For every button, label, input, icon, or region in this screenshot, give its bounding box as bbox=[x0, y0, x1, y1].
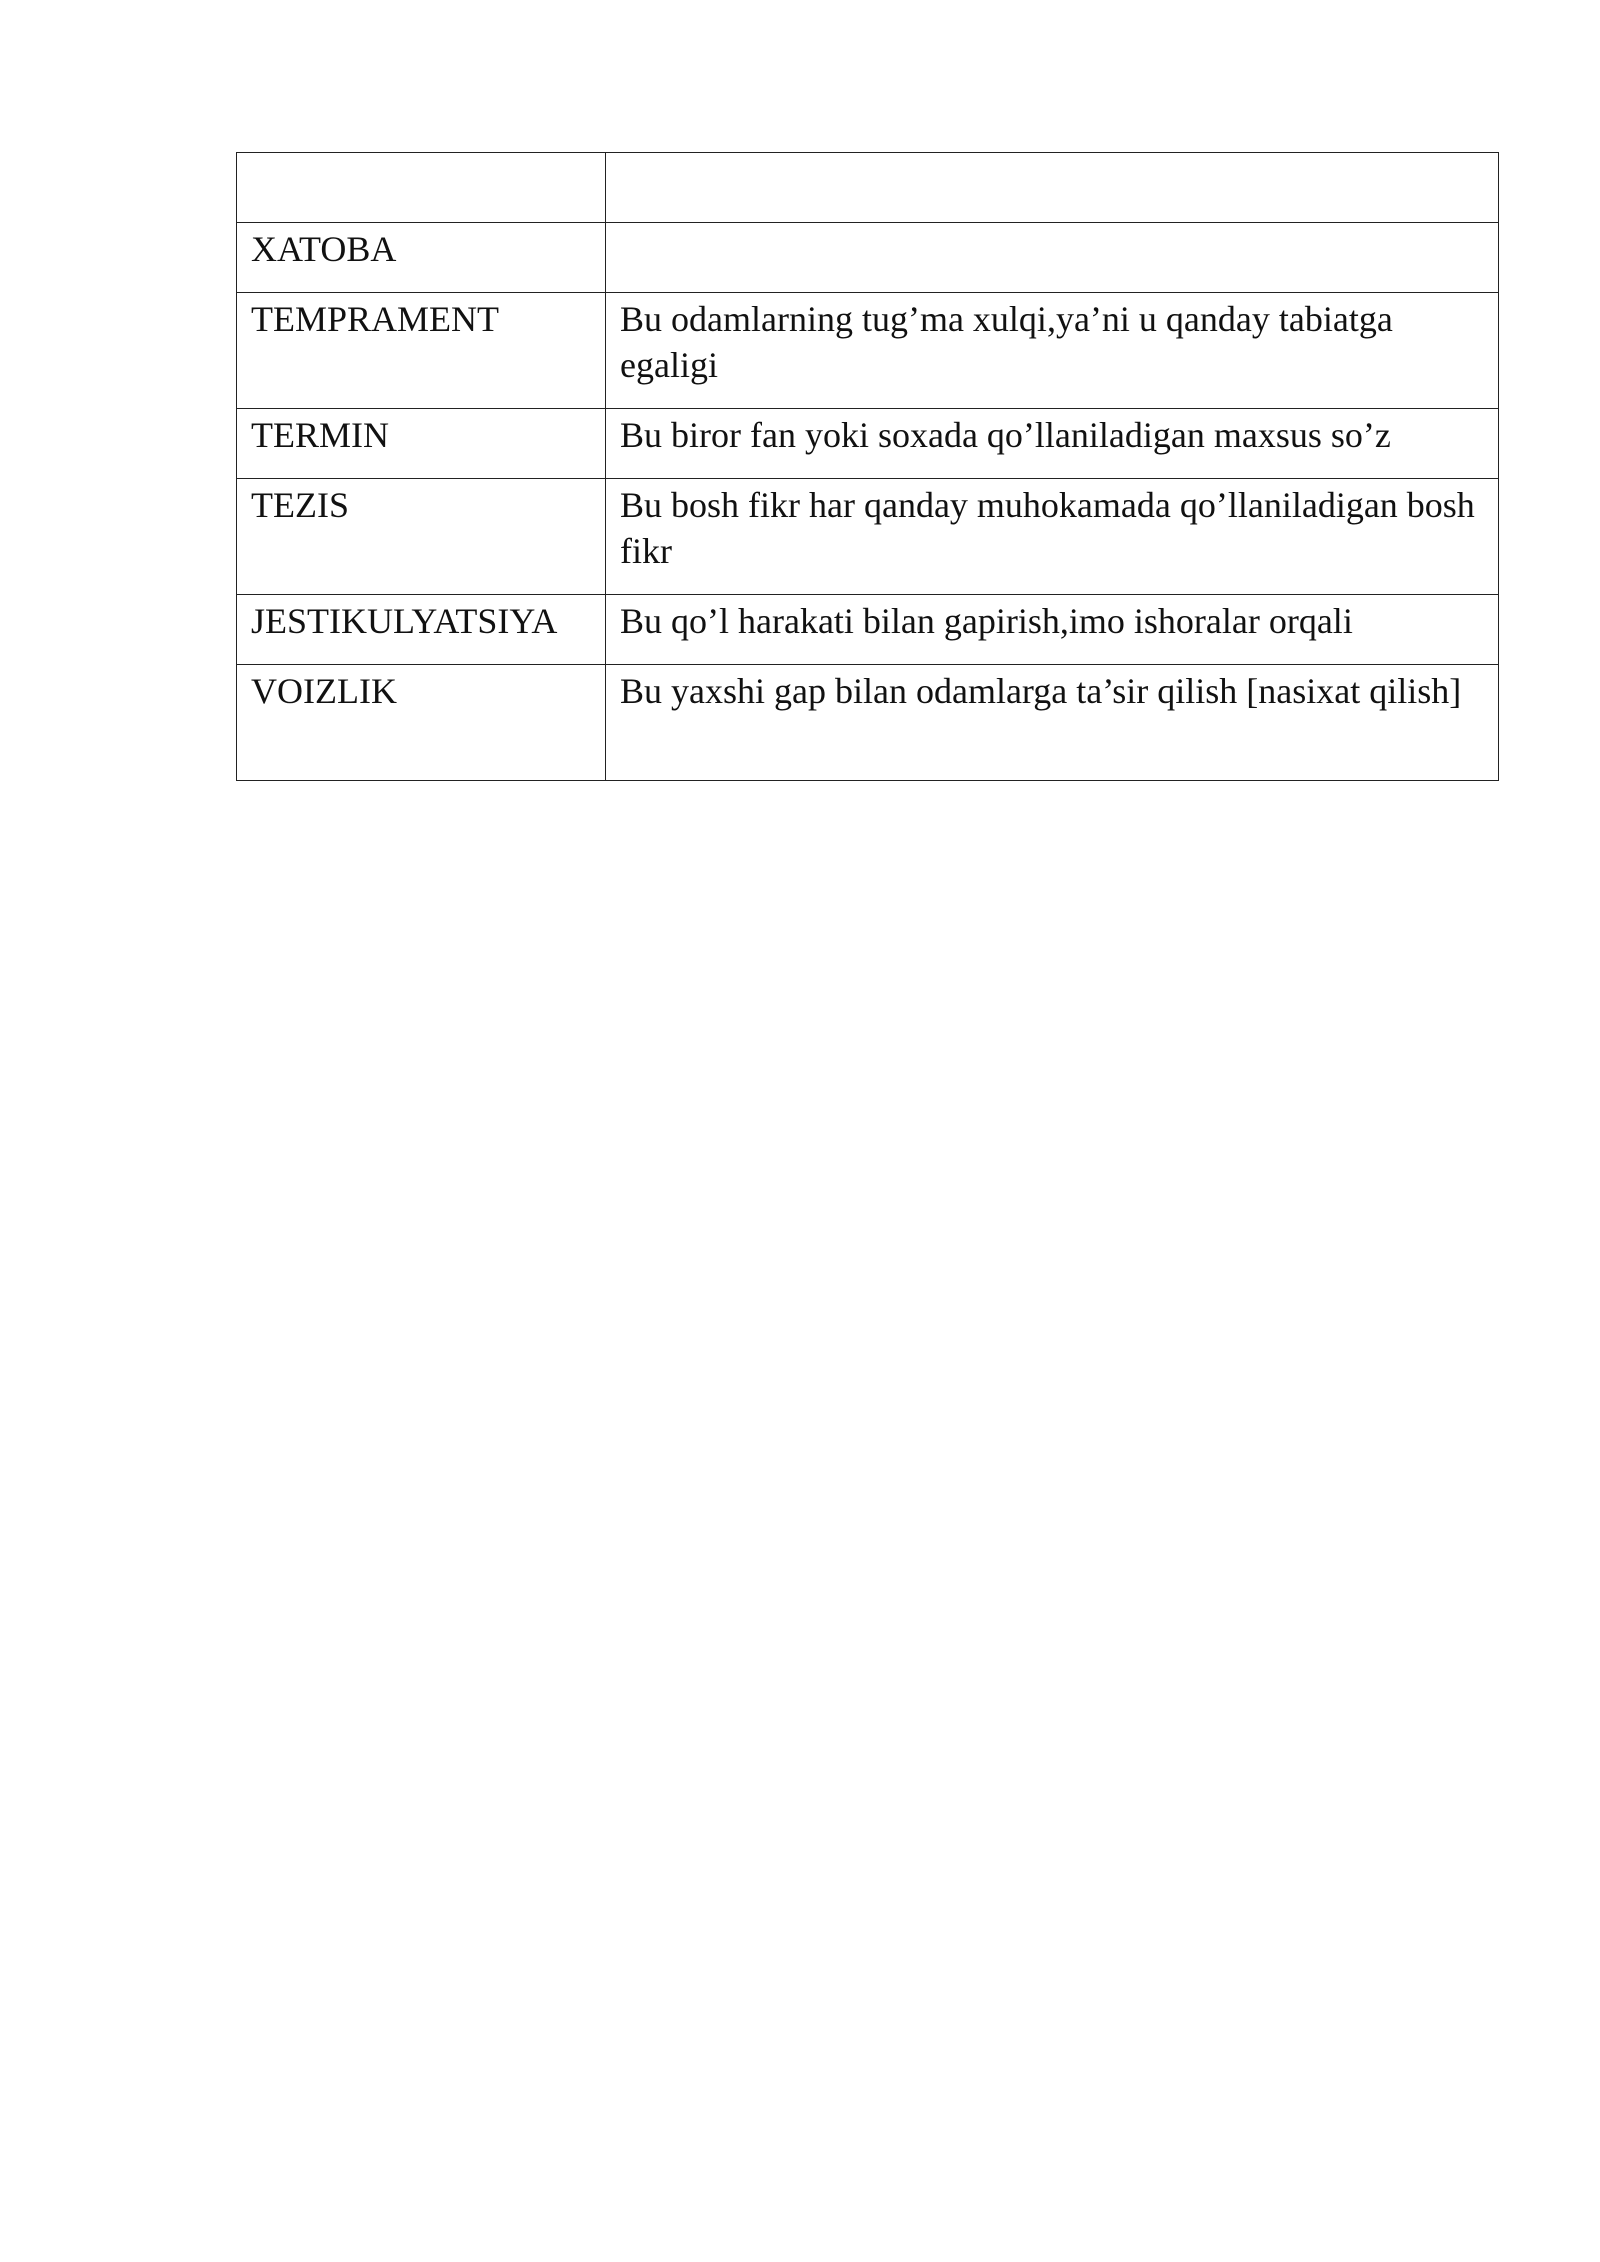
table-row bbox=[237, 665, 1499, 781]
definition-cell: Bu qo’l harakati bilan gapirish,imo ishoralar orqali bbox=[606, 595, 1499, 665]
definition-cell: Bu bosh fikr har qanday muhokamada qo’llaniladigan bosh fikr bbox=[606, 479, 1499, 595]
term-cell: JESTIKULYATSIYA bbox=[237, 595, 606, 665]
term-cell: TEZIS bbox=[237, 479, 606, 595]
table-row bbox=[237, 293, 1499, 409]
table-row bbox=[237, 153, 1499, 223]
definition-cell bbox=[606, 153, 1499, 223]
term-cell: VOIZLIK bbox=[237, 665, 606, 781]
glossary-table bbox=[236, 152, 1499, 781]
term-cell: XATOBA bbox=[237, 223, 606, 293]
table-row bbox=[237, 409, 1499, 479]
table-row bbox=[237, 595, 1499, 665]
term-cell: TEMPRAMENT bbox=[237, 293, 606, 409]
table-row bbox=[237, 479, 1499, 595]
table-row bbox=[237, 223, 1499, 293]
term-cell: TERMIN bbox=[237, 409, 606, 479]
term-cell bbox=[237, 153, 606, 223]
definition-cell: Bu odamlarning tug’ma xulqi,ya’ni u qanday tabiatga egaligi bbox=[606, 293, 1499, 409]
definition-cell: Bu biror fan yoki soxada qo’llaniladigan maxsus so’z bbox=[606, 409, 1499, 479]
definition-cell: Bu yaxshi gap bilan odamlarga ta’sir qilish [nasixat qilish] bbox=[606, 665, 1499, 781]
definition-cell bbox=[606, 223, 1499, 293]
